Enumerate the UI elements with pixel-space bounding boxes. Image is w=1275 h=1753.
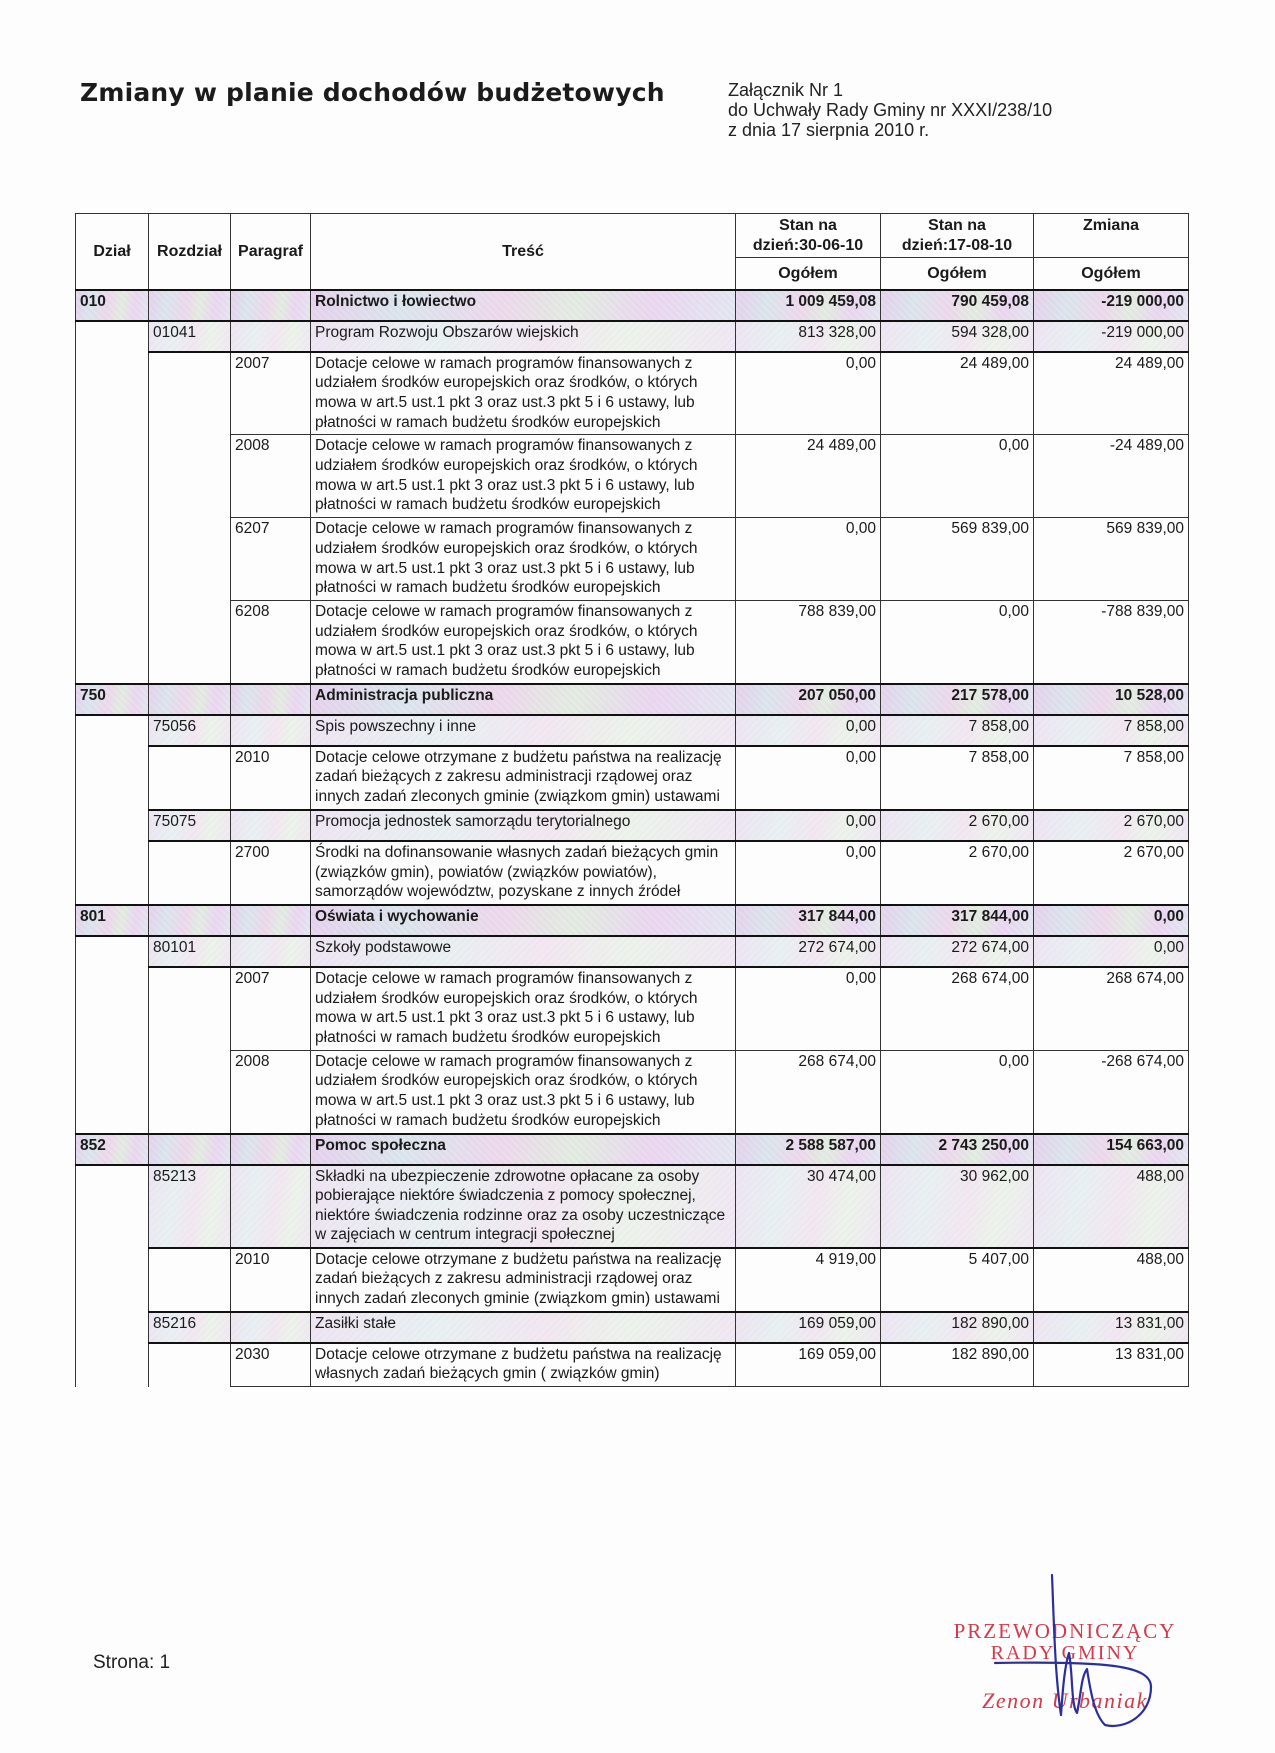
header-zmiana: Zmiana (1034, 214, 1189, 258)
cell-paragraf (231, 684, 311, 715)
cell-zmiana: 0,00 (1034, 905, 1189, 936)
table-row-paragraf (76, 841, 1189, 905)
cell-tresc: Promocja jednostek samorządu terytorialnego (311, 810, 736, 841)
page-label: Strona: (93, 1652, 155, 1673)
cell-tresc: Składki na ubezpieczenie zdrowotne opłacane za osoby pobierające niektóre świadczenia z pomocy społecznej, niektóre świadczenia rodzinne oraz za osoby uczestniczące w zajęciach w centrum integracji społecznej (311, 1165, 736, 1248)
cell-rozdzial: 80101 (149, 936, 231, 967)
annex-number: Załącznik Nr 1 (728, 80, 844, 100)
chairman-stamp (945, 1620, 1185, 1714)
cell-rozdzial (149, 746, 231, 810)
cell-dzial (76, 321, 149, 352)
cell-dzial (76, 1050, 149, 1133)
cell-rozdzial (149, 905, 231, 936)
cell-zmiana: 13 831,00 (1034, 1312, 1189, 1343)
cell-tresc: Dotacje celowe w ramach programów finansowanych z udziałem środków europejskich oraz środków, o których mowa w art.5 ust.1 pkt 3 oraz ust.3 pkt 5 i 6 ustawy, lub płatności w ramach budżetu środków europejskich (311, 967, 736, 1050)
cell-paragraf (231, 290, 311, 321)
cell-rozdzial: 75075 (149, 810, 231, 841)
cell-zmiana: -219 000,00 (1034, 321, 1189, 352)
cell-tresc: Środki na dofinansowanie własnych zadań bieżących gmin (związków gmin), powiatów (związków powiatów), samorządów województw, pozyskane z innych źródeł (311, 841, 736, 905)
resolution-number: do Uchwały Rady Gminy nr XXXI/238/10 (728, 100, 1053, 120)
cell-paragraf: 2007 (231, 967, 311, 1050)
cell-rozdzial (149, 600, 231, 683)
cell-rozdzial (149, 1134, 231, 1165)
table-row-paragraf (76, 1050, 1189, 1133)
cell-dzial (76, 1248, 149, 1312)
cell-stan2: 317 844,00 (881, 905, 1034, 936)
cell-paragraf (231, 1312, 311, 1343)
cell-paragraf: 2700 (231, 841, 311, 905)
cell-tresc: Rolnictwo i łowiectwo (311, 290, 736, 321)
annex-reference (728, 80, 1052, 140)
cell-tresc: Dotacje celowe w ramach programów finansowanych z udziałem środków europejskich oraz środków, o których mowa w art.5 ust.1 pkt 3 oraz ust.3 pkt 5 i 6 ustawy, lub płatności w ramach budżetu środków europejskich (311, 435, 736, 518)
cell-paragraf: 2007 (231, 352, 311, 435)
cell-dzial (76, 600, 149, 683)
cell-dzial: 010 (76, 290, 149, 321)
table-row-paragraf (76, 1248, 1189, 1312)
cell-dzial: 750 (76, 684, 149, 715)
cell-zmiana: 7 858,00 (1034, 715, 1189, 746)
cell-stan1: 788 839,00 (736, 600, 881, 683)
cell-stan1: 0,00 (736, 967, 881, 1050)
table-row-paragraf (76, 967, 1189, 1050)
cell-stan1: 0,00 (736, 810, 881, 841)
cell-paragraf (231, 1165, 311, 1248)
cell-tresc: Dotacje celowe otrzymane z budżetu państwa na realizację zadań bieżących z zakresu administracji rządowej oraz innych zadań zleconych gminie (związkom gmin) ustawami (311, 746, 736, 810)
cell-dzial: 852 (76, 1134, 149, 1165)
page-number: 1 (159, 1652, 171, 1673)
cell-stan2: 268 674,00 (881, 967, 1034, 1050)
header-stan-30-06 (736, 214, 881, 258)
cell-rozdzial (149, 841, 231, 905)
cell-zmiana: -24 489,00 (1034, 435, 1189, 518)
cell-zmiana: 2 670,00 (1034, 810, 1189, 841)
cell-stan2: 2 743 250,00 (881, 1134, 1034, 1165)
cell-stan2: 790 459,08 (881, 290, 1034, 321)
header-stan-17-08-line1: Stan na (928, 217, 986, 234)
cell-paragraf (231, 936, 311, 967)
cell-zmiana: 10 528,00 (1034, 684, 1189, 715)
cell-stan1: 2 588 587,00 (736, 1134, 881, 1165)
cell-rozdzial (149, 967, 231, 1050)
cell-dzial (76, 1343, 149, 1387)
cell-zmiana: 569 839,00 (1034, 518, 1189, 601)
cell-dzial (76, 841, 149, 905)
cell-stan1: 0,00 (736, 841, 881, 905)
cell-stan1: 268 674,00 (736, 1050, 881, 1133)
cell-paragraf: 2030 (231, 1343, 311, 1387)
header-paragraf: Paragraf (231, 214, 311, 290)
cell-zmiana: 268 674,00 (1034, 967, 1189, 1050)
cell-zmiana: 24 489,00 (1034, 352, 1189, 435)
cell-rozdzial: 01041 (149, 321, 231, 352)
cell-paragraf: 2008 (231, 435, 311, 518)
cell-rozdzial: 75056 (149, 715, 231, 746)
cell-stan1: 317 844,00 (736, 905, 881, 936)
cell-rozdzial (149, 352, 231, 435)
cell-stan1: 4 919,00 (736, 1248, 881, 1312)
stamp-line-name: Zenon Urbaniak (982, 1688, 1148, 1713)
cell-stan1: 30 474,00 (736, 1165, 881, 1248)
cell-paragraf (231, 905, 311, 936)
table-row-dzial (76, 905, 1189, 936)
header-ogolem-stan1: Ogółem (736, 258, 881, 290)
page-footer (93, 1652, 170, 1674)
cell-zmiana: 154 663,00 (1034, 1134, 1189, 1165)
stamp-line-council: RADY GMINY (990, 1642, 1140, 1664)
cell-dzial (76, 435, 149, 518)
cell-zmiana: -268 674,00 (1034, 1050, 1189, 1133)
cell-stan2: 2 670,00 (881, 810, 1034, 841)
cell-stan2: 7 858,00 (881, 715, 1034, 746)
cell-dzial (76, 518, 149, 601)
cell-rozdzial (149, 435, 231, 518)
cell-rozdzial: 85216 (149, 1312, 231, 1343)
cell-paragraf (231, 715, 311, 746)
cell-dzial (76, 746, 149, 810)
cell-stan1: 24 489,00 (736, 435, 881, 518)
header-ogolem-zmiana: Ogółem (1034, 258, 1189, 290)
table-row-rozdzial (76, 715, 1189, 746)
cell-zmiana: -219 000,00 (1034, 290, 1189, 321)
cell-zmiana: 488,00 (1034, 1165, 1189, 1248)
cell-stan2: 0,00 (881, 600, 1034, 683)
budget-changes-table (75, 213, 1189, 1387)
cell-dzial (76, 810, 149, 841)
cell-stan2: 5 407,00 (881, 1248, 1034, 1312)
cell-stan1: 207 050,00 (736, 684, 881, 715)
cell-paragraf (231, 810, 311, 841)
cell-stan1: 0,00 (736, 352, 881, 435)
table-row-paragraf (76, 435, 1189, 518)
document-title: Zmiany w planie dochodów budżetowych (80, 78, 665, 107)
cell-zmiana: 2 670,00 (1034, 841, 1189, 905)
cell-zmiana: -788 839,00 (1034, 600, 1189, 683)
cell-stan1: 169 059,00 (736, 1343, 881, 1387)
table-row-rozdzial (76, 321, 1189, 352)
cell-zmiana: 13 831,00 (1034, 1343, 1189, 1387)
cell-tresc: Dotacje celowe otrzymane z budżetu państwa na realizację zadań bieżących z zakresu administracji rządowej oraz innych zadań zleconych gminie (związkom gmin) ustawami (311, 1248, 736, 1312)
header-stan-17-08-line2: dzień:17-08-10 (901, 236, 1013, 254)
header-stan-30-06-line2: dzień:30-06-10 (752, 236, 864, 254)
cell-rozdzial (149, 684, 231, 715)
cell-dzial (76, 967, 149, 1050)
cell-stan2: 7 858,00 (881, 746, 1034, 810)
cell-rozdzial: 85213 (149, 1165, 231, 1248)
header-stan-17-08 (881, 214, 1034, 258)
cell-rozdzial (149, 518, 231, 601)
cell-zmiana: 0,00 (1034, 936, 1189, 967)
cell-paragraf: 6208 (231, 600, 311, 683)
table-body (76, 290, 1189, 1387)
header-tresc: Treść (311, 214, 736, 290)
cell-dzial (76, 1165, 149, 1248)
cell-stan1: 1 009 459,08 (736, 290, 881, 321)
cell-stan1: 0,00 (736, 518, 881, 601)
cell-tresc: Dotacje celowe otrzymane z budżetu państwa na realizację własnych zadań bieżących gmin ( związków gmin) (311, 1343, 736, 1387)
cell-paragraf (231, 321, 311, 352)
cell-stan1: 272 674,00 (736, 936, 881, 967)
cell-stan2: 2 670,00 (881, 841, 1034, 905)
cell-tresc: Szkoły podstawowe (311, 936, 736, 967)
cell-paragraf: 2010 (231, 1248, 311, 1312)
header-rozdzial: Rozdział (149, 214, 231, 290)
cell-paragraf: 6207 (231, 518, 311, 601)
cell-tresc: Program Rozwoju Obszarów wiejskich (311, 321, 736, 352)
header-dzial: Dział (76, 214, 149, 290)
cell-stan2: 272 674,00 (881, 936, 1034, 967)
cell-stan1: 0,00 (736, 715, 881, 746)
table-row-paragraf (76, 518, 1189, 601)
cell-dzial (76, 715, 149, 746)
cell-tresc: Dotacje celowe w ramach programów finansowanych z udziałem środków europejskich oraz środków, o których mowa w art.5 ust.1 pkt 3 oraz ust.3 pkt 5 i 6 ustawy, lub płatności w ramach budżetu środków europejskich (311, 352, 736, 435)
cell-stan1: 169 059,00 (736, 1312, 881, 1343)
table-row-rozdzial (76, 936, 1189, 967)
cell-dzial (76, 936, 149, 967)
table-row-rozdzial (76, 1165, 1189, 1248)
table-row-dzial (76, 290, 1189, 321)
cell-zmiana: 7 858,00 (1034, 746, 1189, 810)
cell-stan1: 0,00 (736, 746, 881, 810)
table-row-paragraf (76, 1343, 1189, 1387)
cell-tresc: Zasiłki stałe (311, 1312, 736, 1343)
header-stan-30-06-line1: Stan na (779, 217, 837, 234)
cell-rozdzial (149, 1343, 231, 1387)
table-row-dzial (76, 1134, 1189, 1165)
resolution-date: z dnia 17 sierpnia 2010 r. (728, 120, 930, 140)
cell-paragraf (231, 1134, 311, 1165)
cell-stan1: 813 328,00 (736, 321, 881, 352)
table-row-paragraf (76, 746, 1189, 810)
table-row-rozdzial (76, 810, 1189, 841)
table-row-rozdzial (76, 1312, 1189, 1343)
cell-stan2: 182 890,00 (881, 1312, 1034, 1343)
table-header (76, 214, 1189, 290)
cell-tresc: Administracja publiczna (311, 684, 736, 715)
cell-dzial: 801 (76, 905, 149, 936)
cell-rozdzial (149, 290, 231, 321)
cell-rozdzial (149, 1050, 231, 1133)
cell-rozdzial (149, 1248, 231, 1312)
cell-tresc: Dotacje celowe w ramach programów finansowanych z udziałem środków europejskich oraz środków, o których mowa w art.5 ust.1 pkt 3 oraz ust.3 pkt 5 i 6 ustawy, lub płatności w ramach budżetu środków europejskich (311, 1050, 736, 1133)
cell-stan2: 594 328,00 (881, 321, 1034, 352)
cell-stan2: 182 890,00 (881, 1343, 1034, 1387)
cell-stan2: 569 839,00 (881, 518, 1034, 601)
stamp-line-title: PRZEWODNICZĄCY (953, 1619, 1177, 1643)
cell-stan2: 0,00 (881, 1050, 1034, 1133)
cell-tresc: Pomoc społeczna (311, 1134, 736, 1165)
table-row-dzial (76, 684, 1189, 715)
cell-tresc: Dotacje celowe w ramach programów finansowanych z udziałem środków europejskich oraz środków, o których mowa w art.5 ust.1 pkt 3 oraz ust.3 pkt 5 i 6 ustawy, lub płatności w ramach budżetu środków europejskich (311, 600, 736, 683)
header-ogolem-stan2: Ogółem (881, 258, 1034, 290)
cell-stan2: 24 489,00 (881, 352, 1034, 435)
table-row-paragraf (76, 600, 1189, 683)
cell-stan2: 0,00 (881, 435, 1034, 518)
cell-zmiana: 488,00 (1034, 1248, 1189, 1312)
cell-stan2: 30 962,00 (881, 1165, 1034, 1248)
cell-dzial (76, 1312, 149, 1343)
table-row-paragraf (76, 352, 1189, 435)
cell-tresc: Oświata i wychowanie (311, 905, 736, 936)
cell-tresc: Spis powszechny i inne (311, 715, 736, 746)
cell-dzial (76, 352, 149, 435)
cell-paragraf: 2008 (231, 1050, 311, 1133)
cell-tresc: Dotacje celowe w ramach programów finansowanych z udziałem środków europejskich oraz środków, o których mowa w art.5 ust.1 pkt 3 oraz ust.3 pkt 5 i 6 ustawy, lub płatności w ramach budżetu środków europejskich (311, 518, 736, 601)
cell-paragraf: 2010 (231, 746, 311, 810)
cell-stan2: 217 578,00 (881, 684, 1034, 715)
